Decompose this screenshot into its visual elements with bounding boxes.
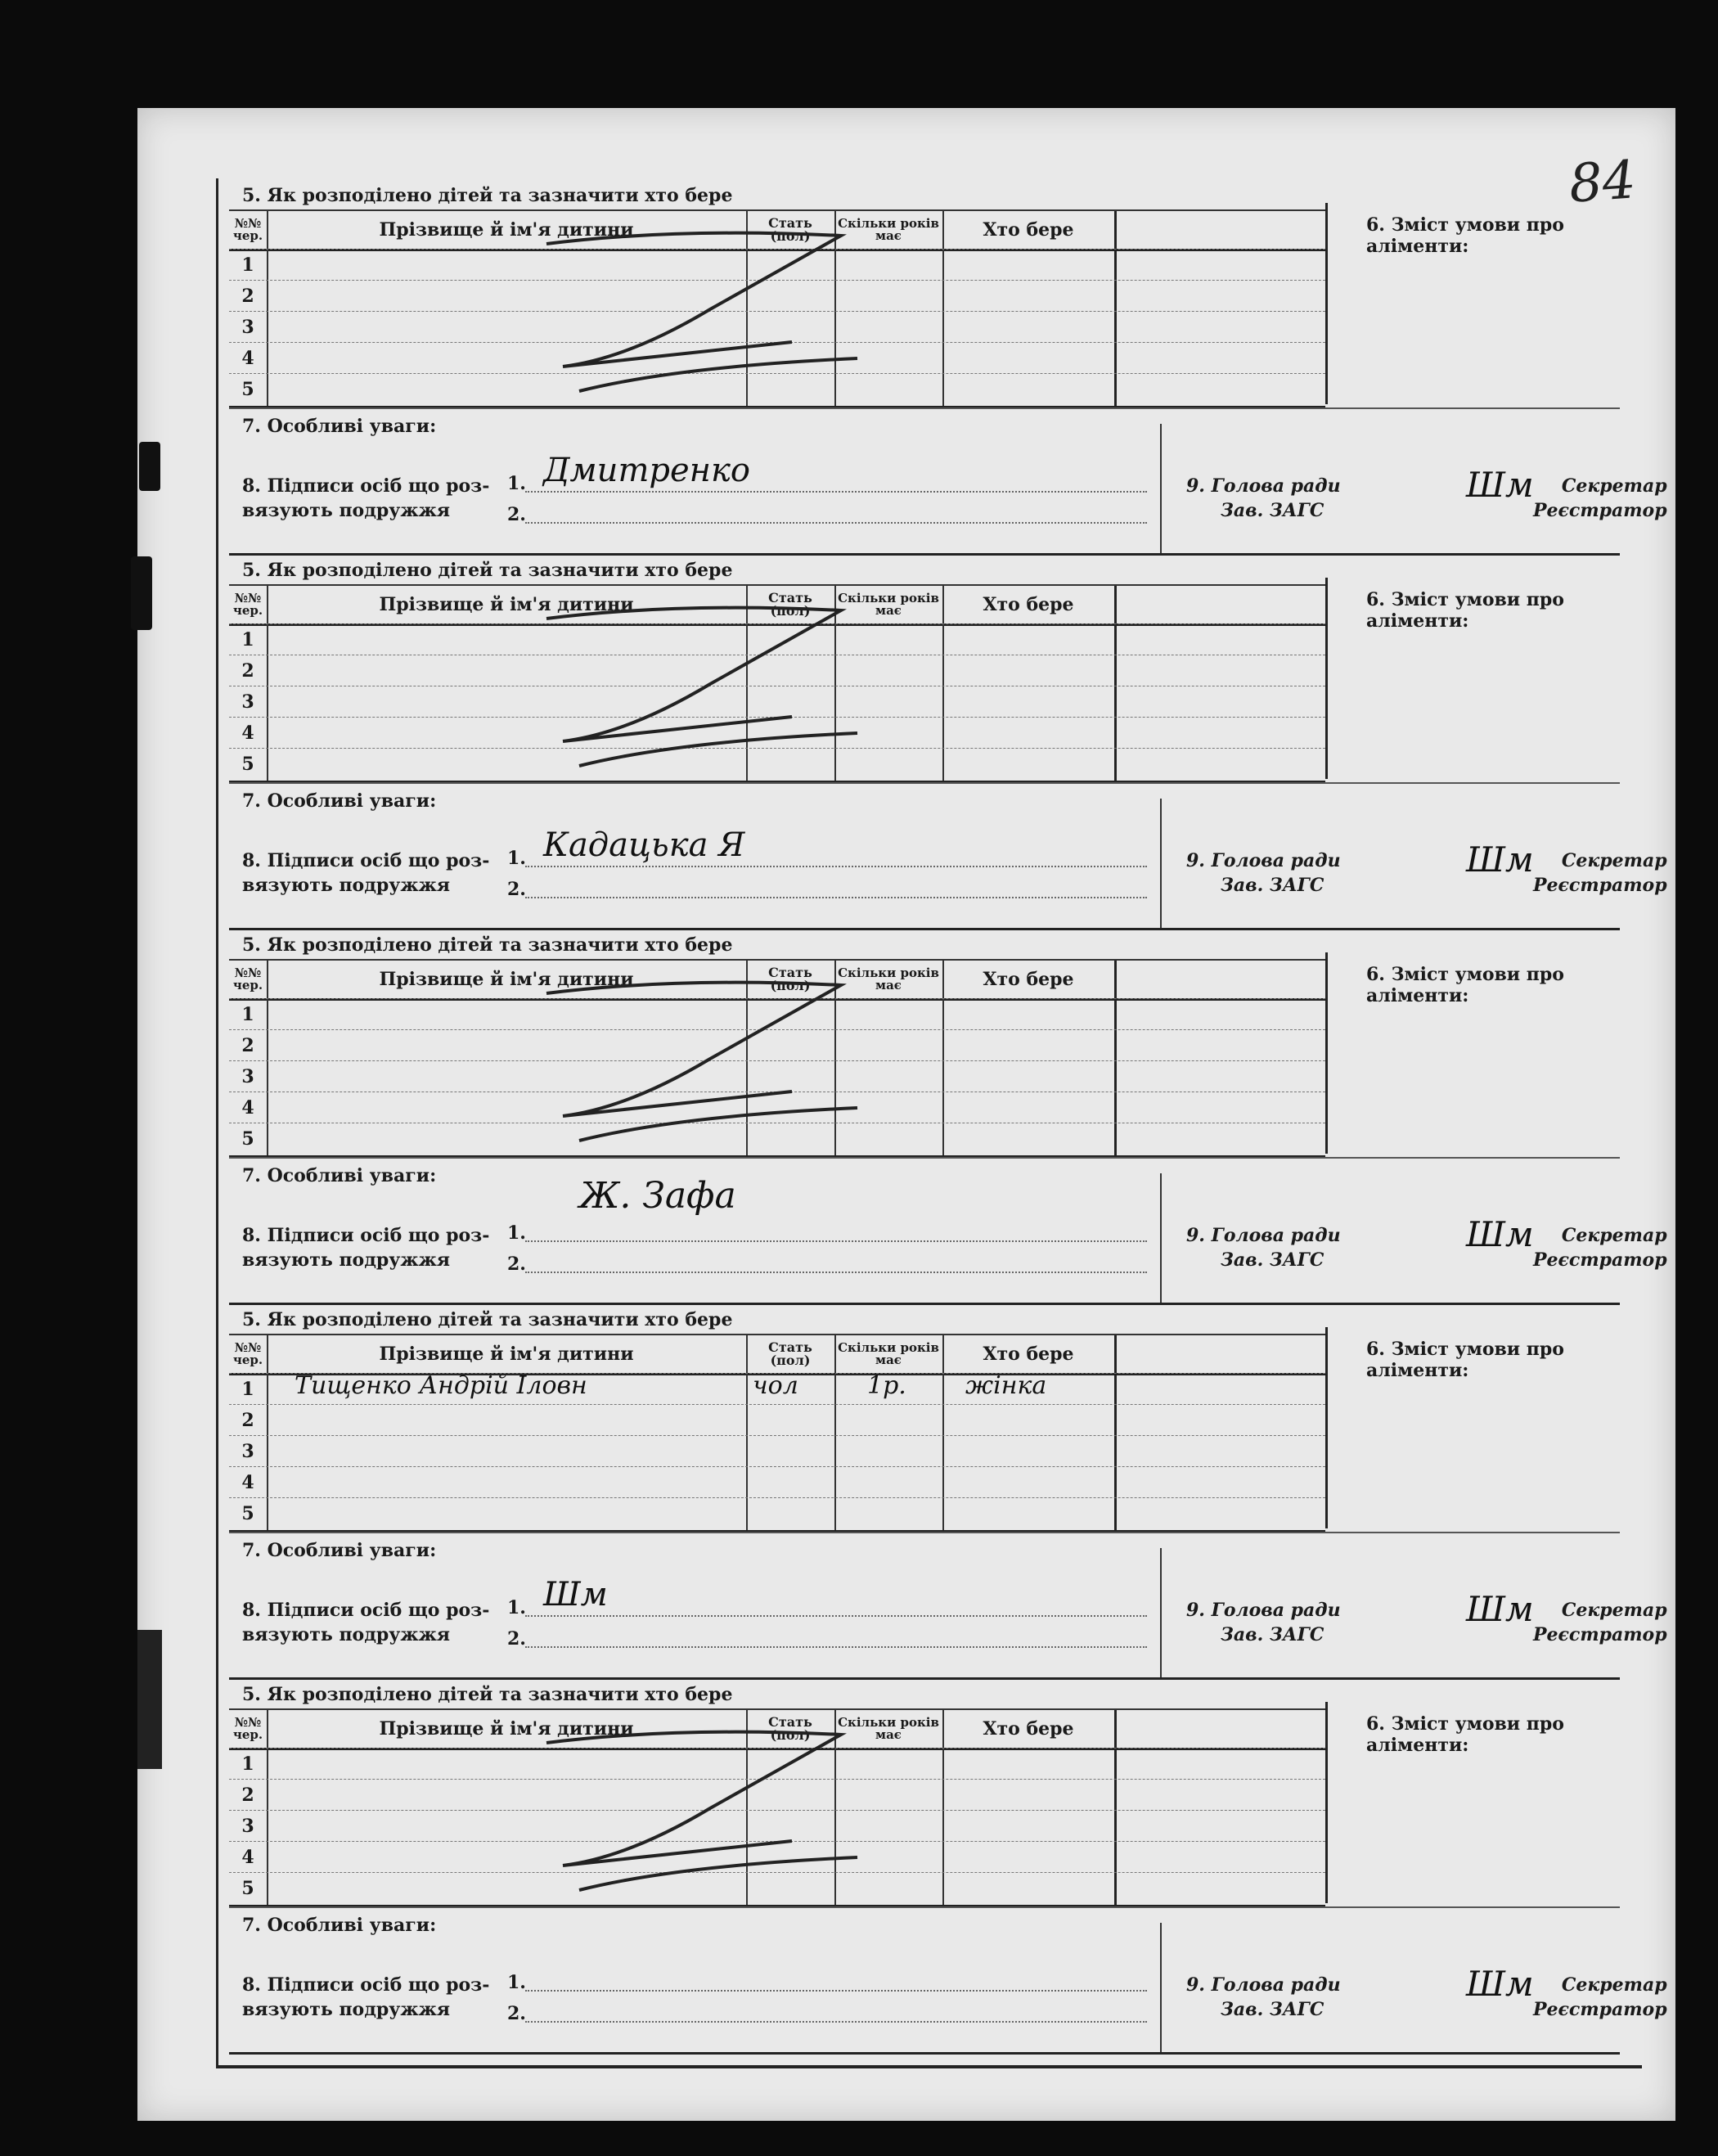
col-age-header: Скільки років має bbox=[838, 1340, 939, 1367]
section-8-line-2: вязують подружжя bbox=[242, 1249, 451, 1271]
section-5-title: 5. Як розподілено дітей та зазначити хто бере bbox=[242, 1684, 733, 1705]
section-7-rule bbox=[229, 407, 1620, 409]
table-row bbox=[229, 1029, 1325, 1061]
section-8-line-2: вязують подружжя bbox=[242, 1998, 451, 2020]
signature-2-label: 2. bbox=[507, 1254, 526, 1275]
record-section bbox=[219, 1677, 1667, 2052]
table-row bbox=[229, 1748, 1325, 1780]
section-9-line-1: 9. Голова ради bbox=[1186, 850, 1341, 871]
table-row bbox=[229, 249, 1325, 281]
row-number: 5 bbox=[241, 1878, 254, 1899]
section-8-line-1: 8. Підписи осіб що роз- bbox=[242, 1600, 490, 1621]
section-8-line-1: 8. Підписи осіб що роз- bbox=[242, 1974, 490, 1996]
registrar-signature: Шм bbox=[1466, 839, 1534, 880]
section-9-separator bbox=[1160, 1548, 1162, 1677]
col-name-header: Прізвище й ім'я дитини bbox=[379, 219, 634, 241]
child-age: 1р. bbox=[867, 1371, 906, 1400]
section-9-separator bbox=[1160, 1173, 1162, 1303]
col-number-header: №№ чер. bbox=[232, 1340, 263, 1367]
table-row bbox=[229, 1092, 1325, 1123]
section-9-line-1: 9. Голова ради bbox=[1186, 1600, 1341, 1621]
col-age-header: Скільки років має bbox=[838, 965, 939, 992]
secretary-title bbox=[1533, 849, 1667, 898]
spouse-signature-1: Дмитренко bbox=[543, 452, 750, 489]
spouse-signature-1: Шм bbox=[543, 1576, 608, 1614]
record-section bbox=[219, 928, 1667, 1303]
table-row bbox=[229, 342, 1325, 374]
col-number-header: №№ чер. bbox=[232, 216, 263, 243]
section-6-title: 6. Зміст умови про аліменти: bbox=[1366, 589, 1564, 632]
children-table bbox=[229, 209, 1325, 408]
section-9-title bbox=[1186, 1974, 1341, 2022]
secretary-title bbox=[1533, 475, 1667, 523]
section-7-title: 7. Особливі уваги: bbox=[242, 1915, 437, 1936]
secretary-line-1: Секретар bbox=[1561, 850, 1667, 871]
section-9-separator bbox=[1160, 799, 1162, 928]
section-5-title: 5. Як розподілено дітей та зазначити хто бере bbox=[242, 1309, 733, 1330]
col-number-header: №№ чер. bbox=[232, 965, 263, 992]
col-age-header: Скільки років має bbox=[838, 1715, 939, 1742]
secretary-title bbox=[1533, 1599, 1667, 1647]
table-row bbox=[229, 373, 1325, 405]
section-7-title: 7. Особливі уваги: bbox=[242, 1165, 437, 1186]
col-who-header: Хто бере bbox=[983, 1718, 1074, 1740]
col-name-header: Прізвище й ім'я дитини bbox=[379, 594, 634, 615]
row-number: 3 bbox=[241, 691, 254, 713]
section-8-line-2: вязують подружжя bbox=[242, 874, 451, 896]
table-row bbox=[229, 748, 1325, 780]
section-9-line-1: 9. Голова ради bbox=[1186, 1974, 1341, 1996]
row-number: 1 bbox=[241, 254, 254, 276]
col-who-header: Хто бере bbox=[983, 969, 1074, 990]
page-edge-tear bbox=[139, 442, 160, 491]
secretary-line-1: Секретар bbox=[1561, 1225, 1667, 1246]
table-row bbox=[229, 1810, 1325, 1842]
table-row bbox=[229, 1497, 1325, 1529]
page-number: 84 bbox=[1567, 150, 1638, 215]
row-number: 5 bbox=[241, 754, 254, 775]
page-edge-tear bbox=[131, 556, 152, 630]
row-number: 2 bbox=[241, 286, 254, 307]
secretary-line-2: Реєстратор bbox=[1533, 1623, 1667, 1645]
section-6-separator bbox=[1325, 1327, 1328, 1528]
row-number: 5 bbox=[241, 1128, 254, 1150]
signature-2-line bbox=[525, 2021, 1147, 2023]
signature-2-line bbox=[525, 1646, 1147, 1648]
table-row bbox=[229, 686, 1325, 718]
signature-2-label: 2. bbox=[507, 879, 526, 900]
children-table bbox=[229, 959, 1325, 1158]
secretary-line-1: Секретар bbox=[1561, 475, 1667, 497]
signature-1-label: 1. bbox=[507, 848, 526, 869]
table-row bbox=[229, 1466, 1325, 1498]
col-number-header: №№ чер. bbox=[232, 591, 263, 618]
signature-1-label: 1. bbox=[507, 1222, 526, 1244]
signature-1-line bbox=[525, 1615, 1147, 1617]
signature-1-line bbox=[525, 1240, 1147, 1242]
section-8-line-1: 8. Підписи осіб що роз- bbox=[242, 475, 490, 497]
section-8-line-2: вязують подружжя bbox=[242, 1623, 451, 1645]
section-9-title bbox=[1186, 1224, 1341, 1272]
col-who-header: Хто бере bbox=[983, 1344, 1074, 1365]
signature-1-line bbox=[525, 1990, 1147, 1992]
table-row bbox=[229, 623, 1325, 655]
table-row bbox=[229, 1841, 1325, 1873]
signature-1-label: 1. bbox=[507, 1972, 526, 1993]
row-number: 2 bbox=[241, 1785, 254, 1806]
row-number: 4 bbox=[241, 722, 254, 744]
section-6-separator bbox=[1325, 952, 1328, 1154]
binding-strip bbox=[137, 1630, 162, 1769]
section-5-title: 5. Як розподілено дітей та зазначити хто бере bbox=[242, 934, 733, 956]
children-table bbox=[229, 584, 1325, 783]
section-9-line-2: Зав. ЗАГС bbox=[1221, 499, 1324, 521]
secretary-line-2: Реєстратор bbox=[1533, 1998, 1667, 2020]
col-sex-header: Стать (пол) bbox=[768, 215, 812, 244]
section-6-title: 6. Зміст умови про аліменти: bbox=[1366, 964, 1564, 1006]
section-8-line-2: вязують подружжя bbox=[242, 499, 451, 521]
section-8-title bbox=[242, 1224, 489, 1272]
section-7-title: 7. Особливі уваги: bbox=[242, 1540, 437, 1561]
col-name-header: Прізвище й ім'я дитини bbox=[379, 1718, 634, 1740]
col-sex-header: Стать (пол) bbox=[768, 1714, 812, 1743]
table-row bbox=[229, 1404, 1325, 1436]
table-header bbox=[229, 1710, 1325, 1750]
section-6-title: 6. Зміст умови про аліменти: bbox=[1366, 214, 1564, 257]
col-who-header: Хто бере bbox=[983, 594, 1074, 615]
table-header bbox=[229, 1335, 1325, 1375]
section-9-title bbox=[1186, 1599, 1341, 1647]
section-8-title bbox=[242, 1974, 489, 2022]
table-row bbox=[229, 1779, 1325, 1811]
secretary-line-2: Реєстратор bbox=[1533, 874, 1667, 896]
row-number: 3 bbox=[241, 1066, 254, 1087]
record-section bbox=[219, 1303, 1667, 1677]
secretary-line-1: Секретар bbox=[1561, 1974, 1667, 1996]
signature-2-line bbox=[525, 1272, 1147, 1273]
row-number: 4 bbox=[241, 348, 254, 369]
table-row bbox=[229, 280, 1325, 312]
registrar-signature: Шм bbox=[1466, 1214, 1534, 1254]
table-header bbox=[229, 961, 1325, 1001]
table-row bbox=[229, 717, 1325, 749]
section-9-line-2: Зав. ЗАГС bbox=[1221, 1623, 1324, 1645]
signature-2-label: 2. bbox=[507, 2003, 526, 2024]
section-7-title: 7. Особливі уваги: bbox=[242, 416, 437, 437]
section-6-separator bbox=[1325, 578, 1328, 779]
section-6-separator bbox=[1325, 203, 1328, 404]
signature-1-label: 1. bbox=[507, 1597, 526, 1618]
row-number: 1 bbox=[241, 1753, 254, 1775]
spouse-signatures bbox=[507, 1972, 1162, 2037]
signature-1-line bbox=[525, 491, 1147, 493]
section-9-line-2: Зав. ЗАГС bbox=[1221, 874, 1324, 896]
table-row bbox=[229, 1872, 1325, 1904]
table-header bbox=[229, 211, 1325, 251]
col-sex-header: Стать (пол) bbox=[768, 1339, 812, 1368]
section-9-line-2: Зав. ЗАГС bbox=[1221, 1249, 1324, 1271]
row-number: 3 bbox=[241, 1441, 254, 1462]
row-number: 2 bbox=[241, 660, 254, 682]
section-8-title bbox=[242, 1599, 489, 1647]
row-number: 3 bbox=[241, 1816, 254, 1837]
record-section bbox=[219, 178, 1667, 553]
section-9-separator bbox=[1160, 1923, 1162, 2052]
child-name: Тищенко Андрій Іловн bbox=[295, 1371, 587, 1400]
child-sex: чол bbox=[753, 1371, 798, 1400]
special-notes-handwriting: Ж. Зафа bbox=[579, 1175, 736, 1217]
signature-2-line bbox=[525, 897, 1147, 898]
section-8-title bbox=[242, 849, 489, 898]
record-section bbox=[219, 553, 1667, 928]
col-sex-header: Стать (пол) bbox=[768, 965, 812, 993]
section-6-separator bbox=[1325, 1702, 1328, 1903]
section-divider bbox=[229, 2052, 1620, 2055]
row-number: 5 bbox=[241, 1503, 254, 1524]
section-7-rule bbox=[229, 1532, 1620, 1533]
col-age-header: Скільки років має bbox=[838, 216, 939, 243]
section-9-separator bbox=[1160, 424, 1162, 553]
registrar-signature: Шм bbox=[1466, 1964, 1534, 2004]
signature-1-line bbox=[525, 866, 1147, 867]
registrar-signature: Шм bbox=[1466, 1589, 1534, 1629]
signature-2-label: 2. bbox=[507, 504, 526, 525]
section-9-line-1: 9. Голова ради bbox=[1186, 475, 1341, 497]
child-guardian: жінка bbox=[965, 1371, 1047, 1400]
table-row bbox=[229, 311, 1325, 343]
children-table bbox=[229, 1334, 1325, 1533]
section-9-title bbox=[1186, 475, 1341, 523]
section-5-title: 5. Як розподілено дітей та зазначити хто бере bbox=[242, 185, 733, 206]
section-7-rule bbox=[229, 1157, 1620, 1159]
secretary-line-1: Секретар bbox=[1561, 1600, 1667, 1621]
col-name-header: Прізвище й ім'я дитини bbox=[379, 1344, 634, 1365]
section-6-title: 6. Зміст умови про аліменти: bbox=[1366, 1713, 1564, 1756]
signature-1-label: 1. bbox=[507, 473, 526, 494]
section-5-title: 5. Як розподілено дітей та зазначити хто бере bbox=[242, 560, 733, 581]
spouse-signature-1: Кадацька Я bbox=[543, 826, 745, 864]
table-row bbox=[229, 655, 1325, 686]
col-number-header: №№ чер. bbox=[232, 1715, 263, 1742]
row-number: 4 bbox=[241, 1472, 254, 1493]
registrar-signature: Шм bbox=[1466, 465, 1534, 505]
section-9-title bbox=[1186, 849, 1341, 898]
section-9-line-1: 9. Голова ради bbox=[1186, 1225, 1341, 1246]
col-name-header: Прізвище й ім'я дитини bbox=[379, 969, 634, 990]
signature-2-line bbox=[525, 522, 1147, 524]
row-number: 2 bbox=[241, 1410, 254, 1431]
section-7-rule bbox=[229, 782, 1620, 784]
table-row bbox=[229, 998, 1325, 1030]
row-number: 1 bbox=[241, 629, 254, 650]
table-header bbox=[229, 586, 1325, 626]
col-sex-header: Стать (пол) bbox=[768, 590, 812, 619]
row-number: 4 bbox=[241, 1097, 254, 1119]
table-row bbox=[229, 1435, 1325, 1467]
row-number: 1 bbox=[241, 1379, 254, 1400]
secretary-line-2: Реєстратор bbox=[1533, 499, 1667, 521]
secretary-line-2: Реєстратор bbox=[1533, 1249, 1667, 1271]
section-8-line-1: 8. Підписи осіб що роз- bbox=[242, 1225, 490, 1246]
row-number: 1 bbox=[241, 1004, 254, 1025]
col-age-header: Скільки років має bbox=[838, 591, 939, 618]
section-8-line-1: 8. Підписи осіб що роз- bbox=[242, 850, 490, 871]
row-number: 5 bbox=[241, 379, 254, 400]
col-who-header: Хто бере bbox=[983, 219, 1074, 241]
secretary-title bbox=[1533, 1974, 1667, 2022]
section-9-line-2: Зав. ЗАГС bbox=[1221, 1998, 1324, 2020]
row-number: 2 bbox=[241, 1035, 254, 1056]
table-row bbox=[229, 1060, 1325, 1092]
spouse-signatures bbox=[507, 1222, 1162, 1288]
section-8-title bbox=[242, 475, 489, 523]
section-7-title: 7. Особливі уваги: bbox=[242, 790, 437, 812]
table-row bbox=[229, 1123, 1325, 1155]
row-number: 4 bbox=[241, 1847, 254, 1868]
row-number: 3 bbox=[241, 317, 254, 338]
signature-2-label: 2. bbox=[507, 1628, 526, 1650]
children-table bbox=[229, 1708, 1325, 1907]
section-6-title: 6. Зміст умови про аліменти: bbox=[1366, 1339, 1564, 1381]
section-7-rule bbox=[229, 1906, 1620, 1908]
secretary-title bbox=[1533, 1224, 1667, 1272]
